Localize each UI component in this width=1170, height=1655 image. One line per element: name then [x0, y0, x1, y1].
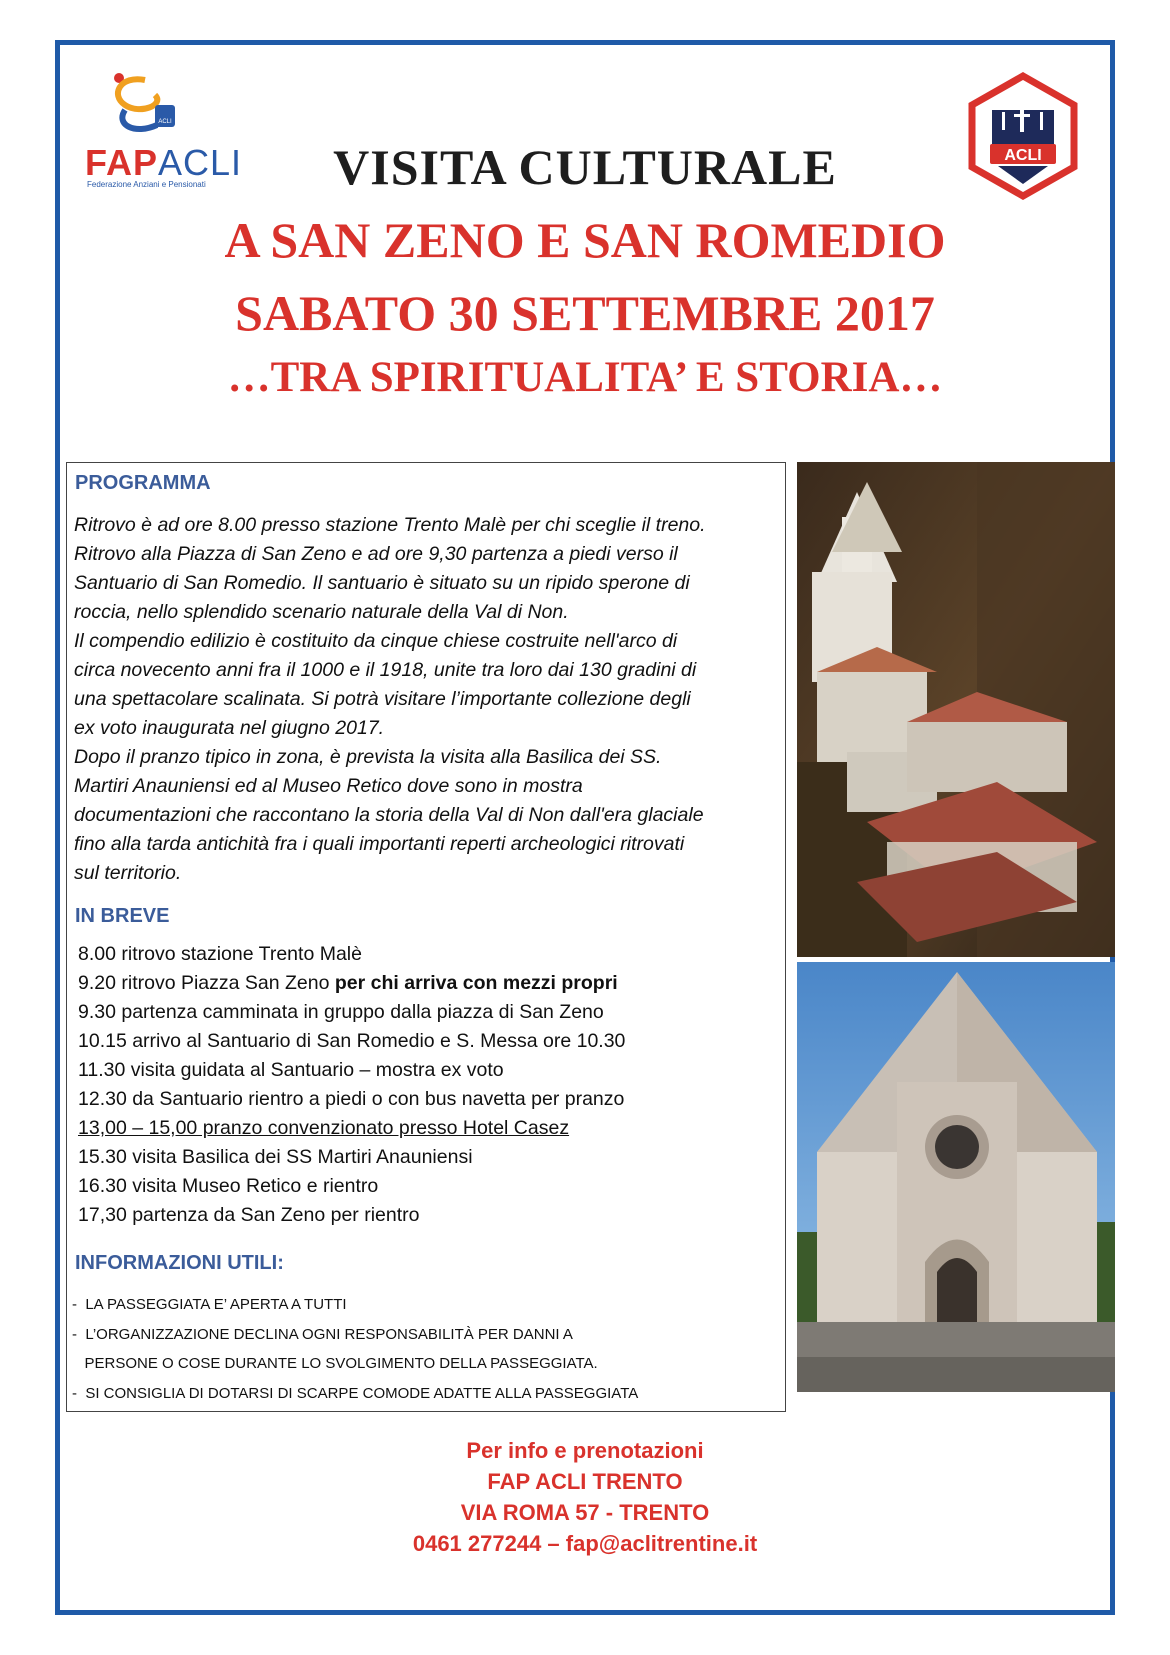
programma-line: Ritrovo alla Piazza di San Zeno e ad ore 9,30 partenza a piedi verso il: [74, 543, 678, 565]
programma-line: roccia, nello splendido scenario naturale della Val di Non.: [74, 601, 569, 623]
programma-line: sul territorio.: [74, 862, 182, 884]
in-breve-item: 8.00 ritrovo stazione Trento Malè: [78, 943, 362, 965]
programma-line: documentazioni che raccontano la storia della Val di Non dall'era glaciale: [74, 804, 704, 826]
programma-line: ex voto inaugurata nel giugno 2017.: [74, 717, 385, 739]
contact-line-2: FAP ACLI TRENTO: [487, 1469, 683, 1494]
contact-block: [395, 1435, 775, 1559]
informazioni-item: PERSONE O COSE DURANTE LO SVOLGIMENTO DELLA PASSEGGIATA.: [72, 1355, 598, 1372]
title-tagline: …TRA SPIRITUALITA’ E STORIA…: [227, 354, 943, 401]
programma-line: fino alla tarda antichità fra i quali importanti reperti archeologici ritrovati: [74, 833, 685, 855]
title-visita-culturale: VISITA CULTURALE: [333, 139, 837, 195]
in-breve-item: 15.30 visita Basilica dei SS Martiri Anauniensi: [78, 1146, 473, 1168]
programma-line: Il compendio edilizio è costituito da cinque chiese costruite nell'arco di: [74, 630, 678, 652]
programma-text: [74, 511, 779, 888]
svg-text:ACLI: ACLI: [158, 119, 172, 125]
programma-line: una spettacolare scalinata. Si potrà visitare l’importante collezione degli: [74, 688, 691, 710]
svg-text:ACLI: ACLI: [1004, 147, 1042, 164]
title-location: A SAN ZENO E SAN ROMEDIO: [224, 212, 946, 268]
in-breve-item: 13,00 – 15,00 pranzo convenzionato presso Hotel Casez: [78, 1117, 570, 1139]
san-romedio-photo: [797, 462, 1115, 957]
in-breve-item: 11.30 visita guidata al Santuario – mostra ex voto: [78, 1059, 504, 1081]
basilica-photo: [797, 962, 1115, 1392]
informazioni-item: - LA PASSEGGIATA E’ APERTA A TUTTI: [72, 1296, 347, 1313]
in-breve-item: 10.15 arrivo al Santuario di San Romedio e S. Messa ore 10.30: [78, 1030, 626, 1052]
programma-heading: PROGRAMMA: [75, 472, 211, 494]
programma-line: circa novecento anni fra il 1000 e il 1918, unite tra loro dai 130 gradini di: [74, 659, 697, 681]
informazioni-heading: INFORMAZIONI UTILI:: [75, 1252, 284, 1274]
in-breve-heading: IN BREVE: [75, 905, 170, 927]
in-breve-list: [78, 940, 625, 1230]
fap-wordmark: FAPACLI: [85, 142, 243, 183]
title-date: SABATO 30 SETTEMBRE 2017: [235, 285, 935, 341]
programma-line: Santuario di San Romedio. Il santuario è situato su un ripido sperone di: [74, 572, 690, 594]
in-breve-item: 17,30 partenza da San Zeno per rientro: [78, 1204, 420, 1226]
programma-line: Martiri Anauniensi ed al Museo Retico dove sono in mostra: [74, 775, 583, 797]
contact-line-4: 0461 277244 – fap@aclitrentine.it: [412, 1531, 758, 1556]
in-breve-item: 12.30 da Santuario rientro a piedi o con bus navetta per pranzo: [78, 1088, 625, 1110]
informazioni-item: - L’ORGANIZZAZIONE DECLINA OGNI RESPONSABILITÀ PER DANNI A: [72, 1325, 573, 1343]
informazioni-list: [72, 1290, 638, 1408]
contact-line-3: VIA ROMA 57 - TRENTO: [460, 1500, 710, 1525]
in-breve-item: 16.30 visita Museo Retico e rientro: [78, 1175, 379, 1197]
informazioni-item: - SI CONSIGLIA DI DOTARSI DI SCARPE COMODE ADATTE ALLA PASSEGGIATA: [72, 1384, 639, 1402]
contact-line-1: Per info e prenotazioni: [466, 1438, 704, 1463]
in-breve-item: 9.20 ritrovo Piazza San Zeno per chi arriva con mezzi propri: [78, 972, 618, 994]
fap-swirl-icon: [85, 70, 235, 145]
programma-line: Ritrovo è ad ore 8.00 presso stazione Trento Malè per chi sceglie il treno.: [74, 514, 706, 536]
fap-subtitle: Federazione Anziani e Pensionati: [87, 180, 206, 189]
programma-line: Dopo il pranzo tipico in zona, è prevista la visita alla Basilica dei SS.: [74, 746, 662, 768]
in-breve-item: 9.30 partenza camminata in gruppo dalla piazza di San Zeno: [78, 1001, 604, 1023]
